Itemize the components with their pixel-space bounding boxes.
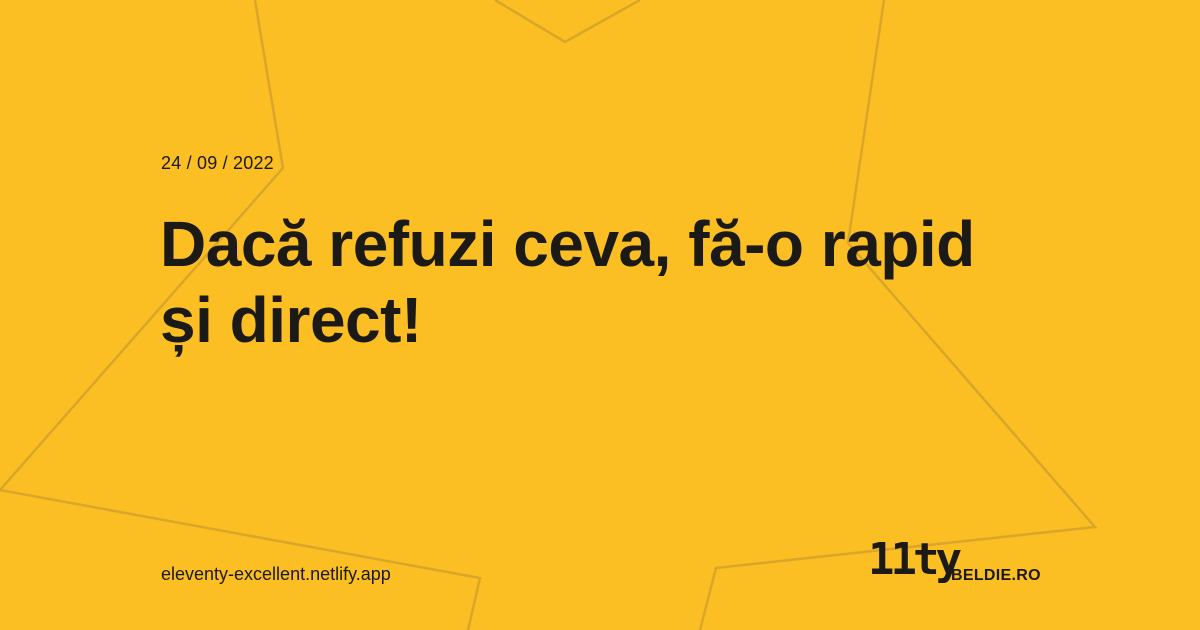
post-title: Dacă refuzi ceva, fă-o rapid și direct! [160,208,975,356]
post-date: 24 / 09 / 2022 [161,153,274,173]
site-url: eleventy-excellent.netlify.app [161,564,391,584]
eleventy-logo: 11ty [868,534,958,585]
brand-name: BELDIE.RO [951,567,1041,584]
